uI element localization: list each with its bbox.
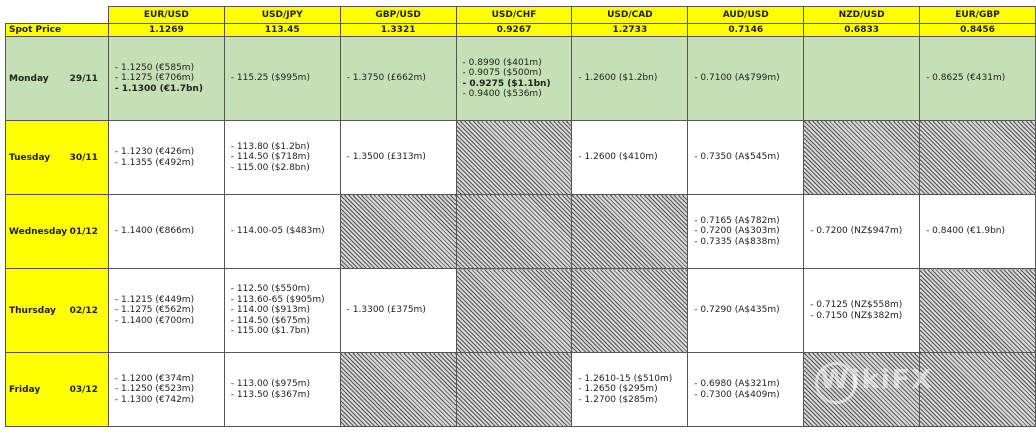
expiry-entry: - 1.1215 (€449m)	[114, 294, 195, 305]
expiry-entry: - 1.3300 (£375m)	[346, 305, 426, 316]
expiry-cell	[804, 195, 920, 269]
spot-price-value: 0.7146	[688, 24, 804, 37]
expiry-entry: - 114.50 ($675m)	[230, 315, 310, 326]
expiry-entry: - 113.50 ($367m)	[230, 389, 310, 400]
column-header: NZD/USD	[804, 7, 920, 24]
expiry-entry: - 1.1250 (€585m)	[114, 62, 195, 73]
expiry-entry: - 0.7165 (A$782m)	[694, 215, 780, 226]
expiry-cell	[688, 121, 804, 195]
expiry-entry: - 1.2600 ($410m)	[578, 152, 658, 163]
column-header: GBP/USD	[340, 7, 456, 24]
day-date: 02/12	[69, 305, 98, 316]
expiry-cell	[224, 269, 340, 353]
expiry-entry: - 1.1250 (€523m)	[114, 384, 195, 395]
watermark-text: WikiFX	[820, 365, 934, 395]
empty-cell	[572, 269, 688, 353]
empty-cell	[456, 121, 572, 195]
header-row	[6, 7, 1036, 24]
column-header: USD/CHF	[456, 7, 572, 24]
spot-price-row	[6, 24, 1036, 37]
day-label-cell	[6, 269, 109, 353]
day-label-cell	[6, 37, 109, 121]
expiry-entry: - 115.25 ($995m)	[230, 73, 310, 84]
expiry-cell	[340, 121, 456, 195]
expiry-cell	[688, 37, 804, 121]
expiry-cell	[572, 121, 688, 195]
column-header: EUR/USD	[108, 7, 224, 24]
expiry-cell	[224, 37, 340, 121]
expiry-entry: - 1.1230 (€426m)	[114, 147, 195, 157]
expiry-entry: - 0.7150 (NZ$382m)	[810, 310, 903, 321]
expiry-cell	[804, 269, 920, 353]
expiry-entry: - 1.1200 (€374m)	[114, 373, 195, 384]
expiry-cell	[572, 353, 688, 427]
spot-price-value: 1.2733	[572, 24, 688, 37]
expiry-cell	[340, 269, 456, 353]
day-label-cell	[6, 195, 109, 269]
column-header: AUD/USD	[688, 7, 804, 24]
expiry-entry: - 1.3750 (£662m)	[346, 73, 426, 84]
empty-cell	[340, 353, 456, 427]
expiry-entry: - 115.00 ($1.7bn)	[230, 326, 310, 337]
expiry-entry: - 0.8625 (€431m)	[926, 73, 1006, 84]
expiry-cell	[224, 195, 340, 269]
expiry-entry: - 0.6980 (A$321m)	[694, 379, 780, 389]
empty-cell	[804, 121, 920, 195]
expiry-cell	[688, 353, 804, 427]
expiry-cell	[572, 37, 688, 121]
day-name: Thursday	[9, 305, 56, 316]
empty-cell	[572, 195, 688, 269]
expiry-cell	[108, 353, 224, 427]
empty-cell	[920, 121, 1036, 195]
day-row	[6, 195, 1036, 269]
expiry-entry: - 1.1275 (€706m)	[114, 73, 195, 84]
empty-cell	[804, 37, 920, 121]
expiry-cell	[456, 37, 572, 121]
spot-price-value: 0.8456	[920, 24, 1036, 37]
empty-cell	[340, 195, 456, 269]
expiry-entry: - 0.8990 ($401m)	[462, 57, 542, 68]
expiry-entry: - 0.9400 ($536m)	[462, 89, 542, 99]
empty-cell	[456, 269, 572, 353]
expiry-cell	[108, 195, 224, 269]
day-row	[6, 37, 1036, 121]
expiry-entry: - 1.1400 (€866m)	[114, 226, 195, 237]
expiry-cell	[688, 269, 804, 353]
expiry-entry: - 1.1355 (€492m)	[114, 157, 195, 168]
expiry-entry: - 1.2610-15 ($510m)	[578, 373, 673, 384]
column-header: USD/CAD	[572, 7, 688, 24]
day-name: Tuesday	[9, 152, 51, 163]
empty-cell	[920, 269, 1036, 353]
column-header: USD/JPY	[224, 7, 340, 24]
day-date: 01/12	[69, 226, 98, 237]
expiry-entry: - 113.80 ($1.2bn)	[230, 141, 310, 152]
day-label-cell	[6, 121, 109, 195]
expiry-entry: - 1.2650 ($295m)	[578, 384, 658, 395]
expiry-entry: - 1.1300 (€1.7bn)	[114, 83, 203, 94]
spot-price-value: 113.45	[224, 24, 340, 37]
spot-price-value: 1.3321	[340, 24, 456, 37]
day-date: 30/11	[69, 152, 98, 163]
expiry-entry: - 0.7125 (NZ$558m)	[810, 300, 903, 310]
expiry-entry: - 1.2600 ($1.2bn)	[578, 73, 658, 84]
expiry-entry: - 0.7100 (A$799m)	[694, 73, 780, 84]
day-label-cell	[6, 353, 109, 427]
expiry-entry: - 0.7350 (A$545m)	[694, 152, 780, 163]
day-date: 29/11	[69, 73, 98, 84]
expiry-cell	[340, 37, 456, 121]
expiry-cell	[920, 195, 1036, 269]
expiry-entry: - 114.00 ($913m)	[230, 305, 310, 316]
day-row	[6, 269, 1036, 353]
expiry-entry: - 1.2700 ($285m)	[578, 394, 658, 405]
expiry-entry: - 0.7290 (A$435m)	[694, 305, 780, 316]
expiry-entry: - 1.1275 (€562m)	[114, 305, 195, 316]
spot-price-value: 0.9267	[456, 24, 572, 37]
expiry-entry: - 112.50 ($550m)	[230, 284, 310, 295]
fx-options-expiry-table	[5, 6, 1036, 427]
column-header: EUR/GBP	[920, 7, 1036, 24]
expiry-cell	[224, 121, 340, 195]
expiry-cell	[224, 353, 340, 427]
spot-price-value: 1.1269	[108, 24, 224, 37]
day-name: Monday	[9, 73, 49, 84]
empty-cell	[456, 195, 572, 269]
day-name: Wednesday	[9, 226, 68, 237]
expiry-entry: - 0.9075 ($500m)	[462, 68, 542, 78]
expiry-entry: - 1.3500 (£313m)	[346, 152, 426, 163]
corner-cell	[6, 7, 109, 24]
empty-cell	[456, 353, 572, 427]
expiry-entry: - 0.7335 (A$838m)	[694, 236, 780, 247]
spot-price-value: 0.6833	[804, 24, 920, 37]
expiry-entry: - 114.00-05 ($483m)	[230, 226, 325, 237]
day-row	[6, 121, 1036, 195]
expiry-cell	[688, 195, 804, 269]
expiry-entry: - 1.1300 (€742m)	[114, 394, 195, 405]
expiry-entry: - 113.60-65 ($905m)	[230, 294, 325, 305]
expiry-entry: - 1.1400 (€700m)	[114, 315, 195, 326]
day-name: Friday	[9, 384, 41, 395]
expiry-entry: - 0.9275 ($1.1bn)	[462, 78, 551, 89]
expiry-entry: - 0.7200 (NZ$947m)	[810, 226, 903, 237]
expiry-entry: - 0.7300 (A$409m)	[694, 389, 780, 400]
spot-price-label: Spot Price	[6, 24, 109, 37]
expiry-cell	[920, 37, 1036, 121]
expiry-entry: - 0.8400 (€1.9bn)	[926, 226, 1006, 237]
empty-cell	[920, 353, 1036, 427]
expiry-cell	[108, 121, 224, 195]
expiry-cell	[108, 269, 224, 353]
expiry-entry: - 114.50 ($718m)	[230, 152, 310, 163]
expiry-entry: - 115.00 ($2.8bn)	[230, 162, 310, 173]
expiry-entry: - 0.7200 (A$303m)	[694, 226, 780, 237]
expiry-cell	[108, 37, 224, 121]
expiry-entry: - 113.00 ($975m)	[230, 379, 310, 389]
day-date: 03/12	[69, 384, 98, 395]
